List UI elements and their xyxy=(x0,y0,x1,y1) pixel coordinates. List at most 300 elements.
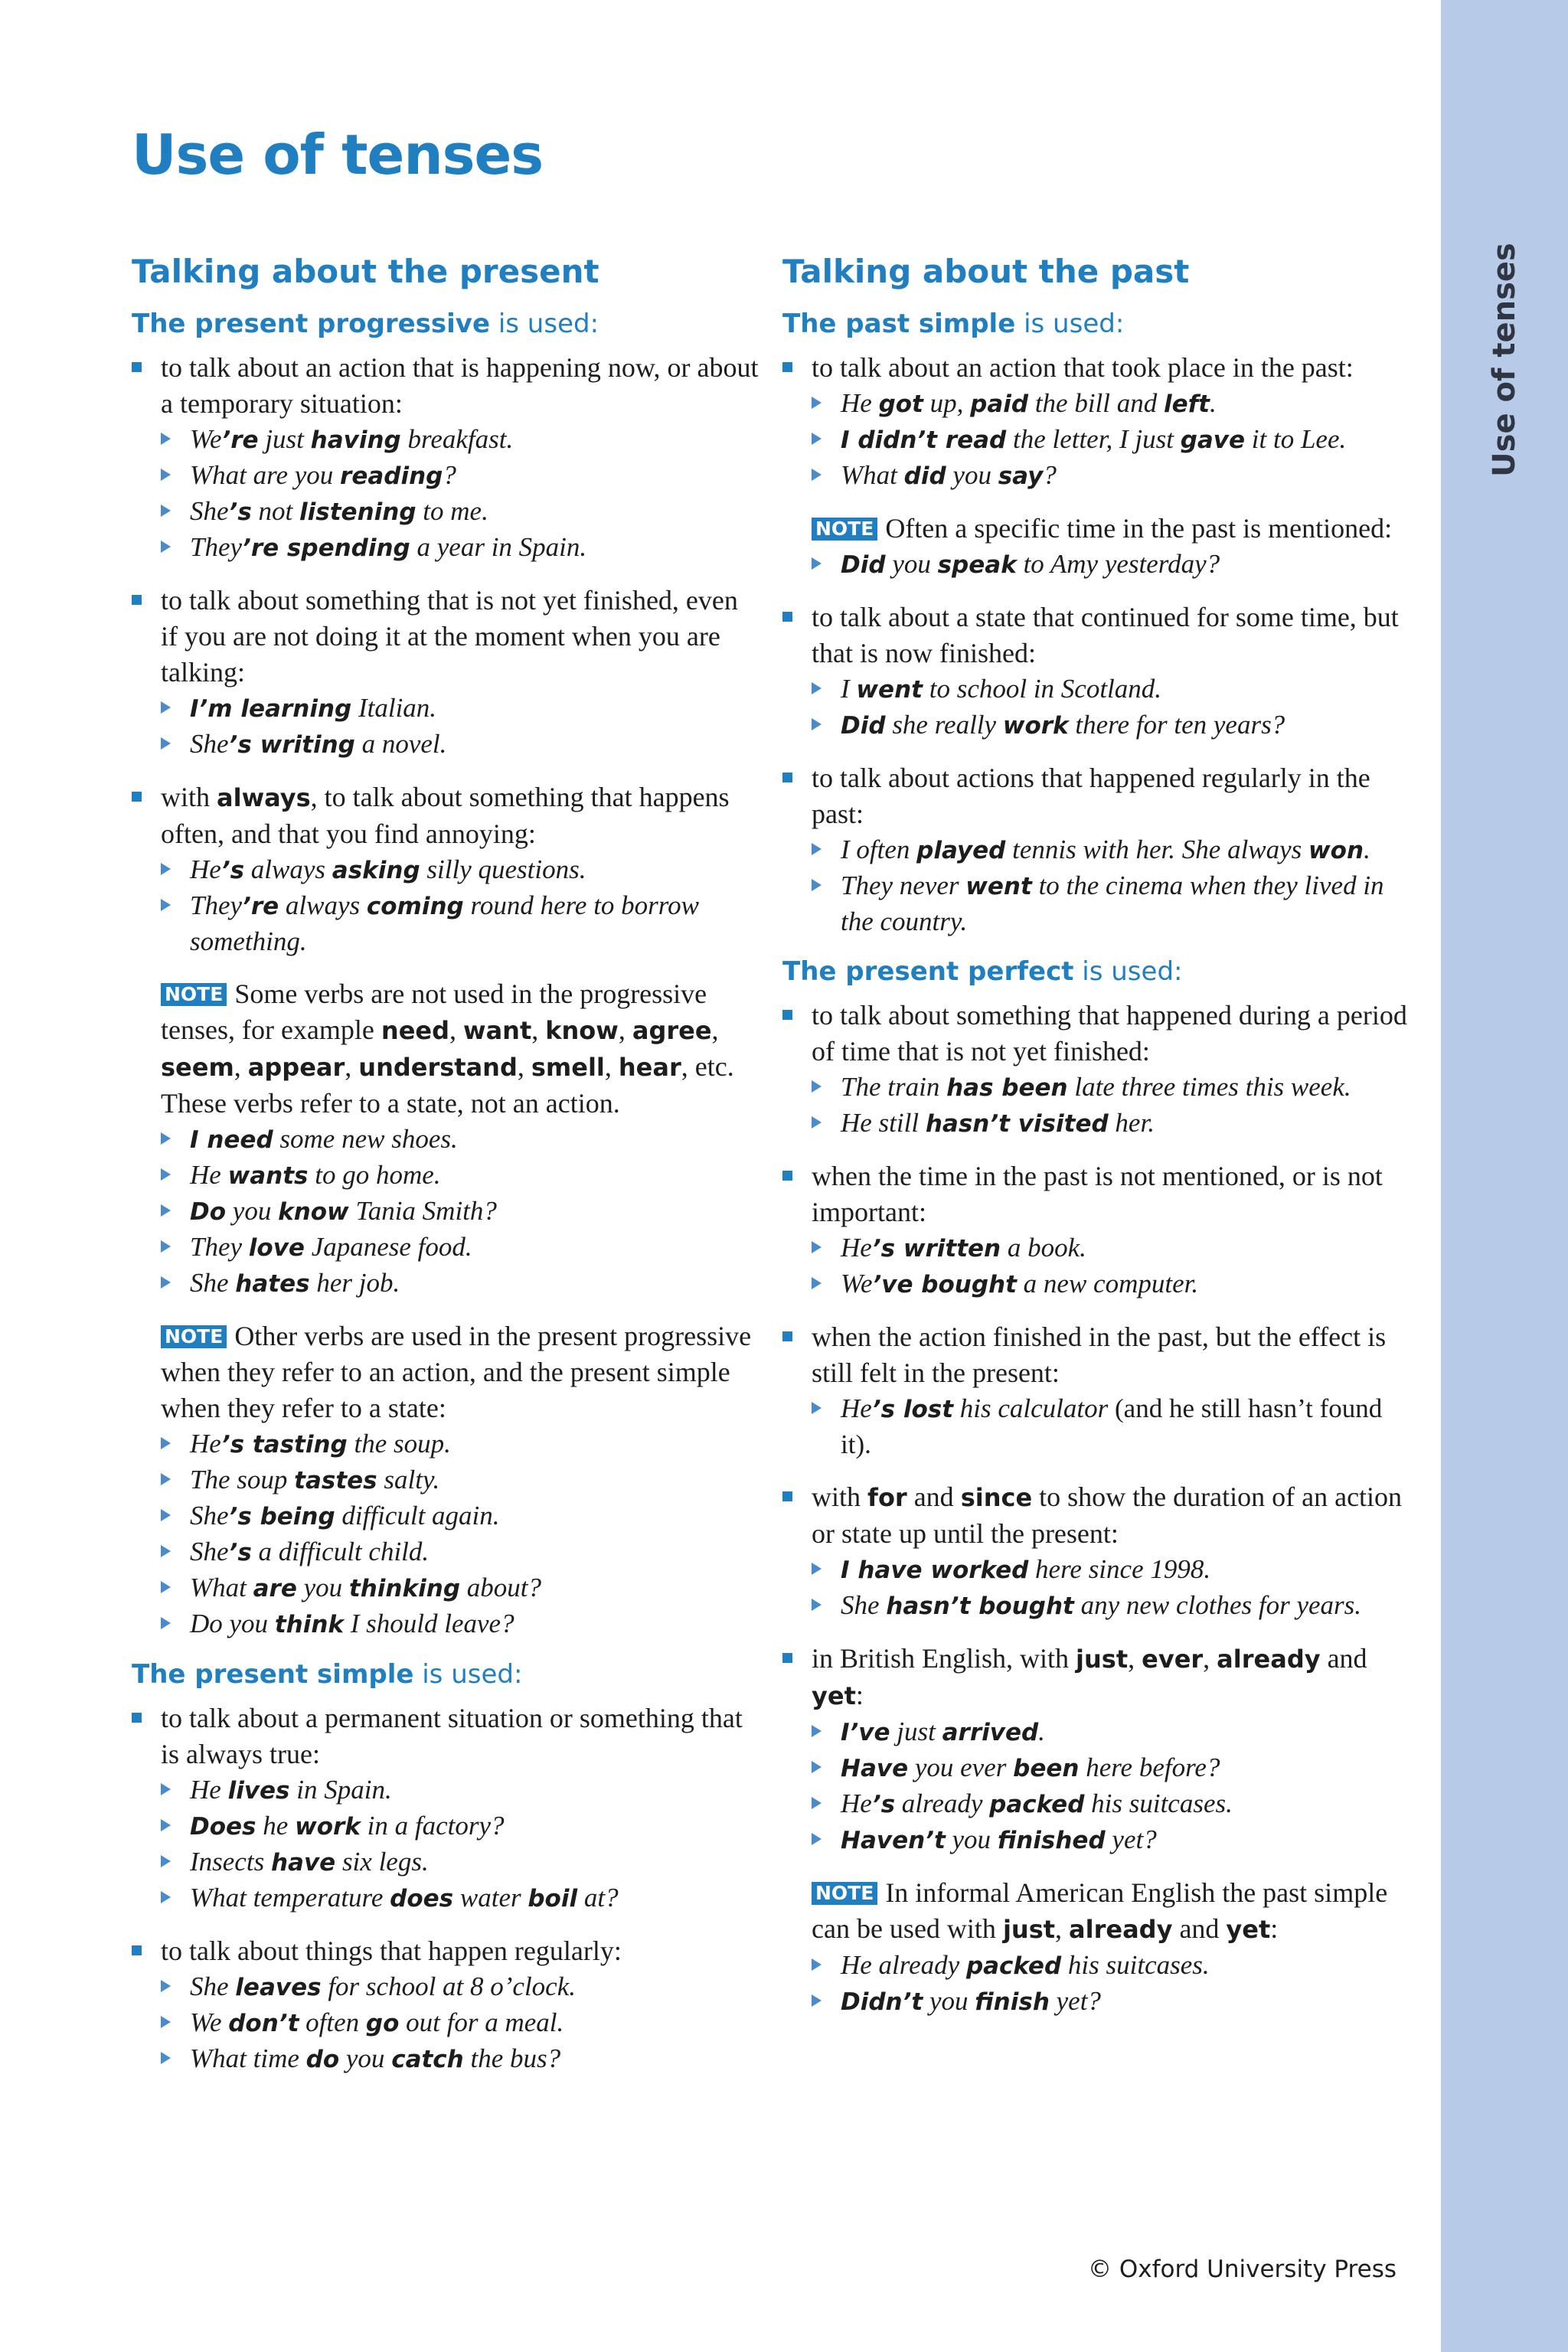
text-run: are xyxy=(253,460,288,490)
keyword-text: wants xyxy=(227,1162,309,1190)
text-run: about? xyxy=(460,1573,541,1602)
keyword-text: Haven’t xyxy=(841,1827,946,1854)
present-column xyxy=(132,245,760,2094)
example-sentence xyxy=(812,1786,1418,1822)
bullet-square-icon xyxy=(132,1713,142,1723)
text-run: a year in Spain. xyxy=(410,532,587,562)
text-run: breakfast. xyxy=(400,424,514,454)
copyright-notice: © Oxford University Press xyxy=(1087,2256,1396,2283)
text-run: What xyxy=(841,460,904,490)
text-run: We xyxy=(190,424,222,454)
triangle-bullet-icon xyxy=(161,433,171,445)
example-sentence xyxy=(812,1714,1418,1750)
keyword-text: are xyxy=(253,1575,297,1602)
example-sentence xyxy=(161,1969,760,2005)
text-run: He still xyxy=(841,1108,926,1138)
text-run: to Amy yesterday? xyxy=(1016,549,1220,579)
text-run: she really xyxy=(885,710,1003,740)
keyword-text: ’s writing xyxy=(228,731,355,759)
text-run: Often a specific time in the past is mentioned: xyxy=(885,513,1393,544)
list-item xyxy=(132,1933,760,2077)
keyword-text: Did xyxy=(841,712,886,740)
text-run: . xyxy=(1038,1717,1045,1746)
keyword-text: ’s written xyxy=(871,1235,1001,1263)
note-block xyxy=(782,1875,1418,2020)
triangle-bullet-icon xyxy=(161,1819,171,1831)
item-text: to talk about an action that took place in the past: xyxy=(812,352,1354,383)
text-run: , etc. These verbs refer to a state, not an action. xyxy=(161,1051,734,1119)
triangle-bullet-icon xyxy=(161,899,171,911)
text-run: , xyxy=(531,1014,546,1045)
text-run: , xyxy=(1128,1643,1142,1674)
text-run: to school in Scotland. xyxy=(922,674,1162,704)
text-run: , xyxy=(517,1051,531,1082)
example-sentence xyxy=(161,1230,760,1266)
triangle-bullet-icon xyxy=(812,1599,822,1611)
keyword-text: yet xyxy=(1226,1915,1271,1944)
text-run: What temperature xyxy=(190,1883,390,1913)
keyword-text: just xyxy=(1076,1645,1129,1674)
keyword-text: catch xyxy=(391,2046,464,2073)
example-sentence xyxy=(812,707,1418,743)
past-column xyxy=(782,245,1418,2037)
text-run: up, xyxy=(923,388,971,418)
text-run: late three times this week. xyxy=(1067,1072,1351,1102)
triangle-bullet-icon xyxy=(161,1617,171,1629)
text-run: She xyxy=(190,1971,236,2001)
text-run: Other verbs are used in the present progressive when they refer to an action, and the present simple when they refer to a state: xyxy=(161,1321,752,1423)
triangle-bullet-icon xyxy=(812,1958,822,1971)
list-item xyxy=(782,998,1418,1142)
text-run: you xyxy=(226,1196,279,1226)
keyword-text: just xyxy=(1002,1915,1056,1944)
text-run: , xyxy=(449,1014,463,1045)
example-sentence xyxy=(161,691,760,727)
triangle-bullet-icon xyxy=(812,433,822,445)
example-sentence xyxy=(161,458,760,494)
item-text: with always, to talk about something that happens often, and that you find annoying: xyxy=(161,782,730,849)
text-run: He xyxy=(190,854,221,884)
keyword-text: ’re xyxy=(242,893,279,920)
keyword-text: for xyxy=(867,1483,907,1512)
page-title: Use of tenses xyxy=(132,122,544,187)
text-run: his calculator xyxy=(953,1393,1115,1423)
text-run: He xyxy=(190,1429,221,1459)
text-run: his suitcases. xyxy=(1084,1788,1233,1818)
keyword-text: finished xyxy=(997,1827,1106,1854)
text-run: often xyxy=(299,2007,366,2037)
example-sentence xyxy=(812,1070,1418,1106)
example-list xyxy=(812,1391,1418,1462)
item-text xyxy=(812,1641,1418,1714)
example-sentence xyxy=(812,1750,1418,1786)
example-sentence xyxy=(812,1552,1418,1588)
text-run: her. xyxy=(1108,1108,1155,1138)
example-sentence xyxy=(161,1462,760,1498)
keyword-text: smell xyxy=(531,1053,605,1082)
triangle-bullet-icon xyxy=(812,1725,822,1737)
keyword-text: went xyxy=(965,873,1032,900)
triangle-bullet-icon xyxy=(161,701,171,714)
section-title-present: Talking about the present xyxy=(132,253,599,290)
keyword-text: speak xyxy=(937,551,1017,579)
item-text: to talk about an action that is happening now, or about a temporary situation: xyxy=(161,352,759,419)
bullet-square-icon xyxy=(782,1331,792,1341)
text-run: . xyxy=(1364,835,1370,864)
example-list xyxy=(812,832,1418,939)
example-list xyxy=(161,1772,760,1916)
text-run: a novel. xyxy=(354,729,447,759)
triangle-bullet-icon xyxy=(161,1545,171,1557)
keyword-text: hates xyxy=(235,1270,310,1298)
keyword-text: does xyxy=(390,1885,454,1913)
text-run: : xyxy=(1270,1913,1279,1944)
keyword-text: think xyxy=(274,1611,345,1638)
keyword-text: do xyxy=(305,2046,340,2073)
triangle-bullet-icon xyxy=(161,2016,171,2028)
triangle-bullet-icon xyxy=(812,843,822,855)
note-badge: NOTE xyxy=(812,1882,877,1905)
keyword-text: ever xyxy=(1142,1645,1204,1674)
keyword-text: having xyxy=(310,426,401,454)
text-run: for school at 8 o’clock. xyxy=(321,1971,576,2001)
keyword-text: paid xyxy=(970,390,1029,418)
text-run: and xyxy=(906,1481,961,1512)
keyword-text: since xyxy=(960,1483,1033,1512)
bullet-square-icon xyxy=(782,1653,792,1663)
text-run: , xyxy=(604,1051,619,1082)
list-item xyxy=(132,779,760,959)
note-badge: NOTE xyxy=(812,518,877,541)
triangle-bullet-icon xyxy=(812,397,822,409)
text-run: (and he still hasn’t found it). xyxy=(841,1393,1383,1459)
triangle-bullet-icon xyxy=(161,541,171,553)
bullet-square-icon xyxy=(782,362,792,372)
keyword-text: want xyxy=(463,1016,532,1045)
example-sentence xyxy=(812,832,1418,868)
text-run: not xyxy=(251,496,300,526)
keyword-text: thinking xyxy=(348,1575,461,1602)
text-run: She xyxy=(190,729,229,759)
triangle-bullet-icon xyxy=(812,1797,822,1809)
keyword-text: ’s xyxy=(871,1791,896,1818)
bullet-square-icon xyxy=(782,1491,792,1501)
bullet-square-icon xyxy=(782,612,792,622)
text-run: He xyxy=(190,1775,228,1805)
example-sentence xyxy=(812,1588,1418,1624)
keyword-text: Do xyxy=(190,1198,227,1226)
example-sentence xyxy=(161,2005,760,2041)
keyword-text: I didn’t read xyxy=(841,426,1007,454)
subheading-present-perfect: The present perfect is used: xyxy=(782,956,1183,987)
keyword-text: played xyxy=(916,837,1006,864)
text-run: in a factory? xyxy=(360,1811,505,1841)
keyword-text: been xyxy=(1013,1755,1080,1782)
text-run: a book. xyxy=(1001,1233,1086,1263)
text-run: He xyxy=(841,1788,872,1818)
example-list xyxy=(161,1426,760,1642)
keyword-text: say xyxy=(998,462,1044,490)
text-run: the letter, I just xyxy=(1006,424,1181,454)
keyword-text: gave xyxy=(1180,426,1246,454)
keyword-text: ’re spending xyxy=(242,534,410,562)
note-block xyxy=(132,1318,760,1642)
keyword-text: leaves xyxy=(235,1974,322,2001)
text-run: always xyxy=(244,854,332,884)
example-sentence xyxy=(161,1498,760,1534)
text-run: , xyxy=(1203,1643,1217,1674)
triangle-bullet-icon xyxy=(161,1855,171,1867)
bullet-square-icon xyxy=(132,595,142,605)
example-sentence xyxy=(161,1122,760,1158)
keyword-text: I’ve xyxy=(841,1719,890,1746)
keyword-text: went xyxy=(856,676,923,704)
keyword-text: ’s xyxy=(220,857,245,884)
triangle-bullet-icon xyxy=(812,1563,822,1575)
example-sentence xyxy=(161,530,760,566)
keyword-text: understand xyxy=(358,1053,518,1082)
triangle-bullet-icon xyxy=(161,469,171,481)
text-run: at? xyxy=(577,1883,619,1913)
example-list xyxy=(812,1230,1418,1302)
text-run: silly questions. xyxy=(420,854,586,884)
note-text xyxy=(161,976,760,1122)
keyword-text: did xyxy=(903,462,946,490)
text-run: you xyxy=(339,2043,392,2073)
text-run: , xyxy=(345,1051,359,1082)
text-run: yet? xyxy=(1049,1986,1101,2016)
triangle-bullet-icon xyxy=(161,1132,171,1145)
triangle-bullet-icon xyxy=(161,1204,171,1217)
text-run: He xyxy=(841,1233,872,1263)
example-sentence xyxy=(812,868,1418,939)
text-run: any new clothes for years. xyxy=(1073,1590,1362,1620)
text-run: and xyxy=(1172,1913,1227,1944)
triangle-bullet-icon xyxy=(812,1241,822,1253)
list-item xyxy=(782,1479,1418,1624)
example-sentence xyxy=(161,422,760,458)
text-run: She xyxy=(841,1590,887,1620)
text-run: the bill and xyxy=(1028,388,1164,418)
text-run: I often xyxy=(841,835,917,864)
text-run: Insects xyxy=(190,1847,271,1877)
triangle-bullet-icon xyxy=(812,682,822,694)
example-sentence xyxy=(161,852,760,888)
text-run: and xyxy=(1320,1643,1367,1674)
example-sentence xyxy=(161,2041,760,2077)
list-item xyxy=(782,350,1418,494)
text-run: They xyxy=(190,532,243,562)
keyword-text: I’m learning xyxy=(190,695,352,723)
text-run: to show the duration of an action or state up until the present: xyxy=(812,1481,1403,1549)
text-run: I xyxy=(841,674,857,704)
text-run: to me. xyxy=(416,496,488,526)
text-run: She xyxy=(190,1501,229,1530)
text-run: there for ten years? xyxy=(1068,710,1285,740)
text-run: you xyxy=(946,460,998,490)
example-list xyxy=(812,1714,1418,1858)
keyword-text: ’re xyxy=(221,426,259,454)
text-run: always xyxy=(279,890,367,920)
list-item xyxy=(132,1700,760,1916)
text-run: ? xyxy=(1043,460,1057,490)
example-sentence xyxy=(161,1808,760,1844)
note-badge: NOTE xyxy=(161,1325,227,1348)
example-sentence xyxy=(812,422,1418,458)
text-run: Do you xyxy=(190,1609,275,1638)
text-run: you xyxy=(296,1573,349,1602)
example-sentence xyxy=(812,458,1418,494)
text-run: They xyxy=(190,1232,249,1262)
text-run: it to Lee. xyxy=(1245,424,1347,454)
triangle-bullet-icon xyxy=(161,1437,171,1449)
text-run: water xyxy=(453,1883,528,1913)
triangle-bullet-icon xyxy=(161,1509,171,1521)
triangle-bullet-icon xyxy=(161,737,171,750)
keyword-text: boil xyxy=(528,1885,578,1913)
list-item xyxy=(782,599,1418,743)
text-run: Japanese food. xyxy=(304,1232,472,1262)
example-sentence xyxy=(161,1844,760,1880)
example-list xyxy=(812,1948,1418,2020)
keyword-text: don’t xyxy=(228,2010,299,2037)
keyword-text: Does xyxy=(190,1813,256,1841)
keyword-text: packed xyxy=(989,1791,1085,1818)
triangle-bullet-icon xyxy=(812,1116,822,1129)
text-run: : xyxy=(855,1680,864,1710)
example-list xyxy=(161,422,760,566)
keyword-text: know xyxy=(278,1198,349,1226)
keyword-text: I need xyxy=(190,1126,273,1154)
text-run: to the cinema when they lived in the country. xyxy=(841,871,1384,936)
text-run: just xyxy=(890,1717,942,1746)
text-run: a difficult child. xyxy=(251,1537,430,1566)
triangle-bullet-icon xyxy=(161,1473,171,1485)
side-tab-label: Use of tenses xyxy=(1487,243,1522,477)
example-sentence xyxy=(161,1880,760,1916)
keyword-text: appear xyxy=(247,1053,345,1082)
example-list xyxy=(161,1122,760,1302)
example-sentence xyxy=(161,1266,760,1302)
list-item xyxy=(782,760,1418,939)
text-run: difficult again. xyxy=(335,1501,500,1530)
text-run: the soup. xyxy=(347,1429,451,1459)
example-sentence xyxy=(161,1570,760,1606)
keyword-text: ’s lost xyxy=(871,1396,954,1423)
keyword-text: tastes xyxy=(294,1467,377,1494)
keyword-text: Didn’t xyxy=(841,1988,923,2016)
text-run: What time xyxy=(190,2043,306,2073)
text-run: to go home. xyxy=(308,1160,441,1190)
triangle-bullet-icon xyxy=(812,1402,822,1414)
note-block xyxy=(132,976,760,1302)
subheading-present-progressive: The present progressive is used: xyxy=(132,309,599,339)
keyword-text: seem xyxy=(161,1053,234,1082)
example-sentence xyxy=(812,1230,1418,1266)
subheading-past-simple: The past simple is used: xyxy=(782,309,1125,339)
example-list xyxy=(812,386,1418,494)
keyword-text: left xyxy=(1164,390,1210,418)
text-run: tennis with her. She always xyxy=(1005,835,1309,864)
item-text: to talk about a state that continued for some time, but that is now finished: xyxy=(812,602,1399,668)
keyword-text: has been xyxy=(946,1074,1068,1102)
keyword-text: have xyxy=(270,1849,336,1877)
text-run: here before? xyxy=(1079,1753,1220,1782)
text-run: you xyxy=(945,1824,998,1854)
example-list xyxy=(161,1969,760,2077)
keyword-text: hasn’t visited xyxy=(925,1110,1109,1138)
triangle-bullet-icon xyxy=(812,557,822,570)
text-run: he xyxy=(256,1811,296,1841)
text-run: in British English, with xyxy=(812,1643,1076,1674)
text-run: In informal American English the past simple can be used with xyxy=(812,1877,1388,1944)
list-item xyxy=(132,350,760,566)
text-run: you xyxy=(885,549,938,579)
keyword-text: know xyxy=(545,1016,619,1045)
text-run: She xyxy=(190,1537,229,1566)
example-sentence xyxy=(161,1158,760,1194)
keyword-text: hear xyxy=(618,1053,681,1082)
keyword-text: listening xyxy=(299,498,416,526)
triangle-bullet-icon xyxy=(161,1980,171,1992)
item-text: when the time in the past is not mentioned, or is not important: xyxy=(812,1161,1383,1227)
keyword-text: ’ve bought xyxy=(872,1271,1017,1298)
example-sentence xyxy=(161,1772,760,1808)
bullet-square-icon xyxy=(132,792,142,802)
item-text: to talk about a permanent situation or something that is always true: xyxy=(161,1703,743,1769)
text-run: six legs. xyxy=(335,1847,429,1877)
keyword-text: ’s being xyxy=(228,1503,335,1530)
keyword-text: packed xyxy=(965,1952,1062,1980)
text-run: He xyxy=(190,1160,228,1190)
text-run: the bus? xyxy=(463,2043,561,2073)
text-run: you xyxy=(288,460,341,490)
text-run: What xyxy=(190,460,253,490)
item-text: when the action finished in the past, but the effect is still felt in the present: xyxy=(812,1321,1387,1388)
list-item xyxy=(782,1158,1418,1302)
list-item xyxy=(782,1641,1418,1858)
triangle-bullet-icon xyxy=(812,469,822,481)
triangle-bullet-icon xyxy=(812,1994,822,2007)
example-sentence xyxy=(161,1534,760,1570)
example-sentence xyxy=(812,1106,1418,1142)
keyword-text: already xyxy=(1217,1645,1321,1674)
text-run: ? xyxy=(443,460,456,490)
text-run: , xyxy=(711,1014,719,1045)
note-text xyxy=(161,1318,760,1426)
item-text: to talk about things that happen regularly: xyxy=(161,1936,622,1966)
triangle-bullet-icon xyxy=(812,1080,822,1093)
note-text xyxy=(812,511,1418,547)
triangle-bullet-icon xyxy=(161,2052,171,2064)
list-item xyxy=(132,583,760,763)
text-run: We xyxy=(190,2007,229,2037)
keyword-text: ’s xyxy=(228,498,252,526)
example-sentence xyxy=(812,547,1418,583)
note-block xyxy=(782,511,1418,583)
text-run: , xyxy=(618,1014,632,1045)
bullet-square-icon xyxy=(782,1010,792,1020)
text-run: his suitcases. xyxy=(1061,1950,1210,1980)
text-run: She xyxy=(190,496,229,526)
bullet-square-icon xyxy=(782,773,792,782)
bullet-square-icon xyxy=(132,362,142,372)
note-text xyxy=(812,1875,1418,1948)
text-run: She xyxy=(190,1268,236,1298)
triangle-bullet-icon xyxy=(812,1761,822,1773)
keyword-text: yet xyxy=(812,1681,856,1710)
triangle-bullet-icon xyxy=(161,1581,171,1593)
